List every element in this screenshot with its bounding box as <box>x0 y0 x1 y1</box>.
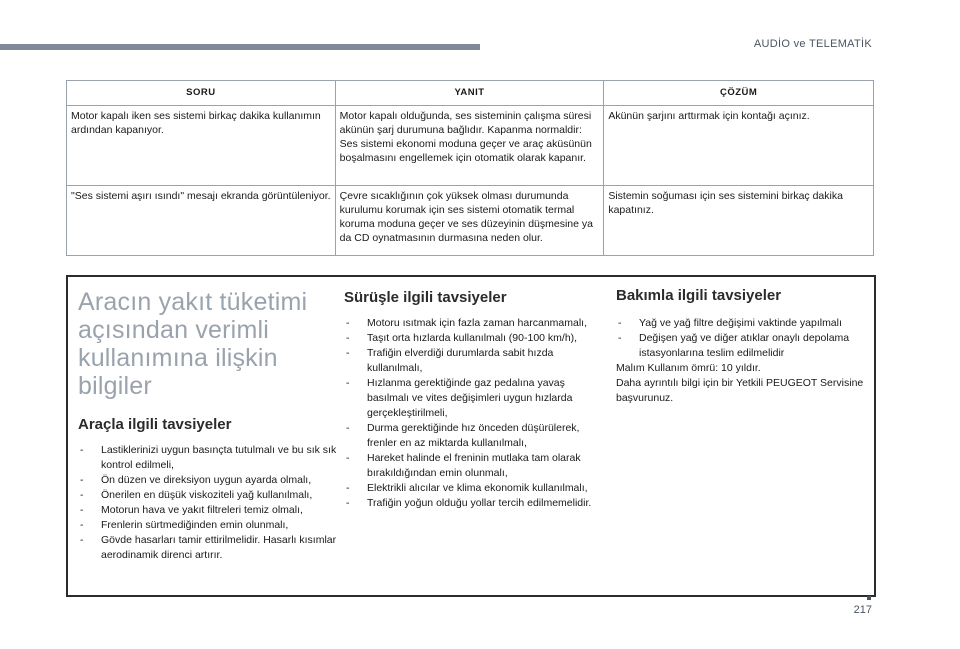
table-header-row <box>67 81 874 106</box>
page-marker <box>867 596 871 600</box>
list-item: - Taşıt orta hızlarda kullanılmalı (90-100 km/h), <box>344 331 606 346</box>
maintenance-list <box>616 316 866 361</box>
list-item: - Hareket halinde el freninin mutlaka tam olarak bırakıldığından emin olunmalı, <box>344 451 606 481</box>
list-item: - Lastiklerinizi uygun basınçta tutulmalı ve bu sık sık kontrol edilmeli, <box>78 443 340 473</box>
maintenance-heading: Bakımla ilgili tavsiyeler <box>616 287 782 304</box>
column-header-cozum: ÇÖZÜM <box>604 81 874 106</box>
cell-cozum: Sistemin soğuması için ses sistemini birkaç dakika kapatınız. <box>604 186 874 256</box>
section-title: AUDİO ve TELEMATİK <box>753 38 872 50</box>
list-item: - Motorun hava ve yakıt filtreleri temiz olmalı, <box>78 503 340 518</box>
list-item: - Değişen yağ ve diğer atıklar onaylı depolama istasyonlarına teslim edilmelidir <box>616 331 866 361</box>
page-number: 217 <box>853 604 872 616</box>
cell-yanit: Çevre sıcaklığının çok yüksek olması durumunda kurulumu korumak için ses sistemi otomatik termal koruma moduna geçer ve ses düzeyinin düşmesine ya da CD oynatmasının durmasına neden olur. <box>335 186 604 256</box>
cell-soru: Motor kapalı iken ses sistemi birkaç dakika kullanımın ardından kapanıyor. <box>67 106 336 186</box>
list-item: - Ön düzen ve direksiyon uygun ayarda olmalı, <box>78 473 340 488</box>
driving-column <box>344 277 606 511</box>
cell-soru: "Ses sistemi aşırı ısındı" mesajı ekranda görüntüleniyor. <box>67 186 336 256</box>
list-item: - Hızlanma gerektiğinde gaz pedalına yavaş basılmalı ve vites değişimleri uygun hızlarda gerçekleştirilmeli, <box>344 376 606 421</box>
column-header-yanit: YANIT <box>335 81 604 106</box>
list-item: - Trafiğin yoğun olduğu yollar tercih edilmemelidir. <box>344 496 606 511</box>
maintenance-column <box>616 277 866 406</box>
service-note: Daha ayrıntılı bilgi için bir Yetkili PEUGEOT Servisine başvurunuz. <box>616 377 864 404</box>
vehicle-heading: Araçla ilgili tavsiyeler <box>78 416 232 433</box>
list-item: - Gövde hasarları tamir ettirilmelidir. Hasarlı kısımlar aerodinamik direnci artırır. <box>78 533 340 563</box>
faq-table <box>66 80 874 256</box>
driving-list <box>344 316 606 511</box>
fuel-tips-box <box>66 275 876 597</box>
list-item: - Elektrikli alıcılar ve klima ekonomik kullanılmalı, <box>344 481 606 496</box>
list-item: - Frenlerin sürtmediğinden emin olunmalı, <box>78 518 340 533</box>
cell-yanit: Motor kapalı olduğunda, ses sisteminin çalışma süresi akünün şarj durumuna bağlıdır. Kapanma normaldir: Ses sistemi ekonomi moduna geçer ve araç aküsünün boşalmasını engellemek için otomatik olarak kapanır. <box>335 106 604 186</box>
list-item: - Durma gerektiğinde hız önceden düşürülerek, frenler en az miktarda kullanılmalı, <box>344 421 606 451</box>
lifetime-note: Malım Kullanım ömrü: 10 yıldır. <box>616 362 761 374</box>
vehicle-list <box>78 443 340 563</box>
cell-cozum: Akünün şarjını arttırmak için kontağı açınız. <box>604 106 874 186</box>
header-bar <box>0 44 480 50</box>
list-item: - Yağ ve yağ filtre değişimi vaktinde yapılmalı <box>616 316 866 331</box>
list-item: - Önerilen en düşük viskoziteli yağ kullanılmalı, <box>78 488 340 503</box>
driving-heading: Sürüşle ilgili tavsiyeler <box>344 289 507 306</box>
column-header-soru: SORU <box>67 81 336 106</box>
list-item: - Motoru ısıtmak için fazla zaman harcanmamalı, <box>344 316 606 331</box>
main-title: Aracın yakıt tüketimi açısından verimli kullanımına ilişkin bilgiler <box>78 288 308 400</box>
table-row <box>67 106 874 186</box>
table-row <box>67 186 874 256</box>
list-item: - Trafiğin elverdiği durumlarda sabit hızda kullanılmalı, <box>344 346 606 376</box>
vehicle-column <box>78 277 340 563</box>
